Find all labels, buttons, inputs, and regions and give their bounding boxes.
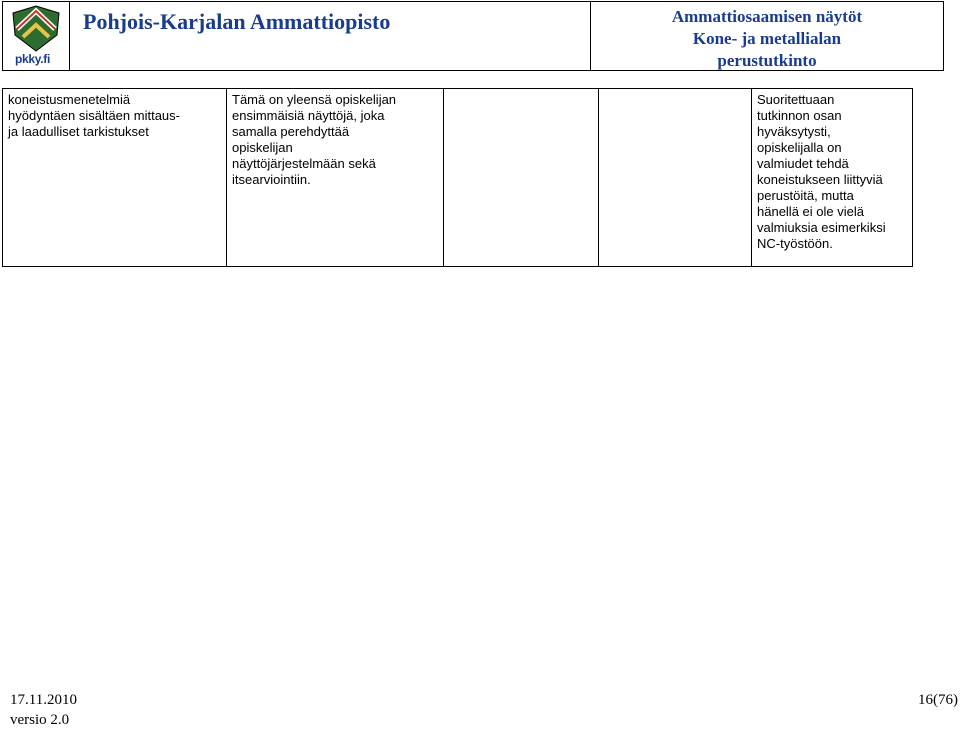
footer-left	[10, 690, 77, 730]
pkky-logo-icon	[9, 5, 63, 53]
table-cell-outcome	[752, 89, 913, 267]
title-line: Ammattiosaamisen näytöt	[671, 7, 863, 26]
footer-date: 17.11.2010	[10, 692, 77, 708]
footer-page-number: 16(76)	[918, 692, 958, 708]
title-line: Kone- ja metallialan	[692, 29, 842, 48]
cell-text: Tämä on yleensä opiskelijan ensimmäisiä näyttöjä, joka samalla perehdyttää opiskelijan näyttöjärjestelmään sekä itsearviointiin.	[232, 92, 397, 187]
table-cell-empty	[444, 89, 599, 267]
footer-version: versio 2.0	[10, 712, 70, 728]
logo-cell	[3, 2, 70, 70]
cell-text: koneistusmenetelmiä hyödyntäen sisältäen mittaus- ja laadulliset tarkistukset	[8, 92, 180, 139]
table-cell-description	[227, 89, 444, 267]
document-title	[591, 2, 943, 70]
org-cell	[70, 2, 591, 70]
org-name: Pohjois-Karjalan Ammattiopisto	[83, 9, 391, 34]
logo-text: pkky.fi	[15, 52, 51, 66]
table-cell-empty	[599, 89, 752, 267]
cell-text: Suoritettuaan tutkinnon osan hyväksytysti, opiskelijalla on valmiudet tehdä koneistukseen liittyviä perustöitä, mutta hänellä ei ole vielä valmiuksia esimerkiksi NC-työstöön.	[757, 92, 886, 251]
title-line: perustutkinto	[717, 51, 817, 70]
table-cell-content	[3, 89, 227, 267]
assessment-table	[2, 88, 913, 267]
page-header	[2, 1, 944, 71]
table-row	[3, 89, 913, 267]
